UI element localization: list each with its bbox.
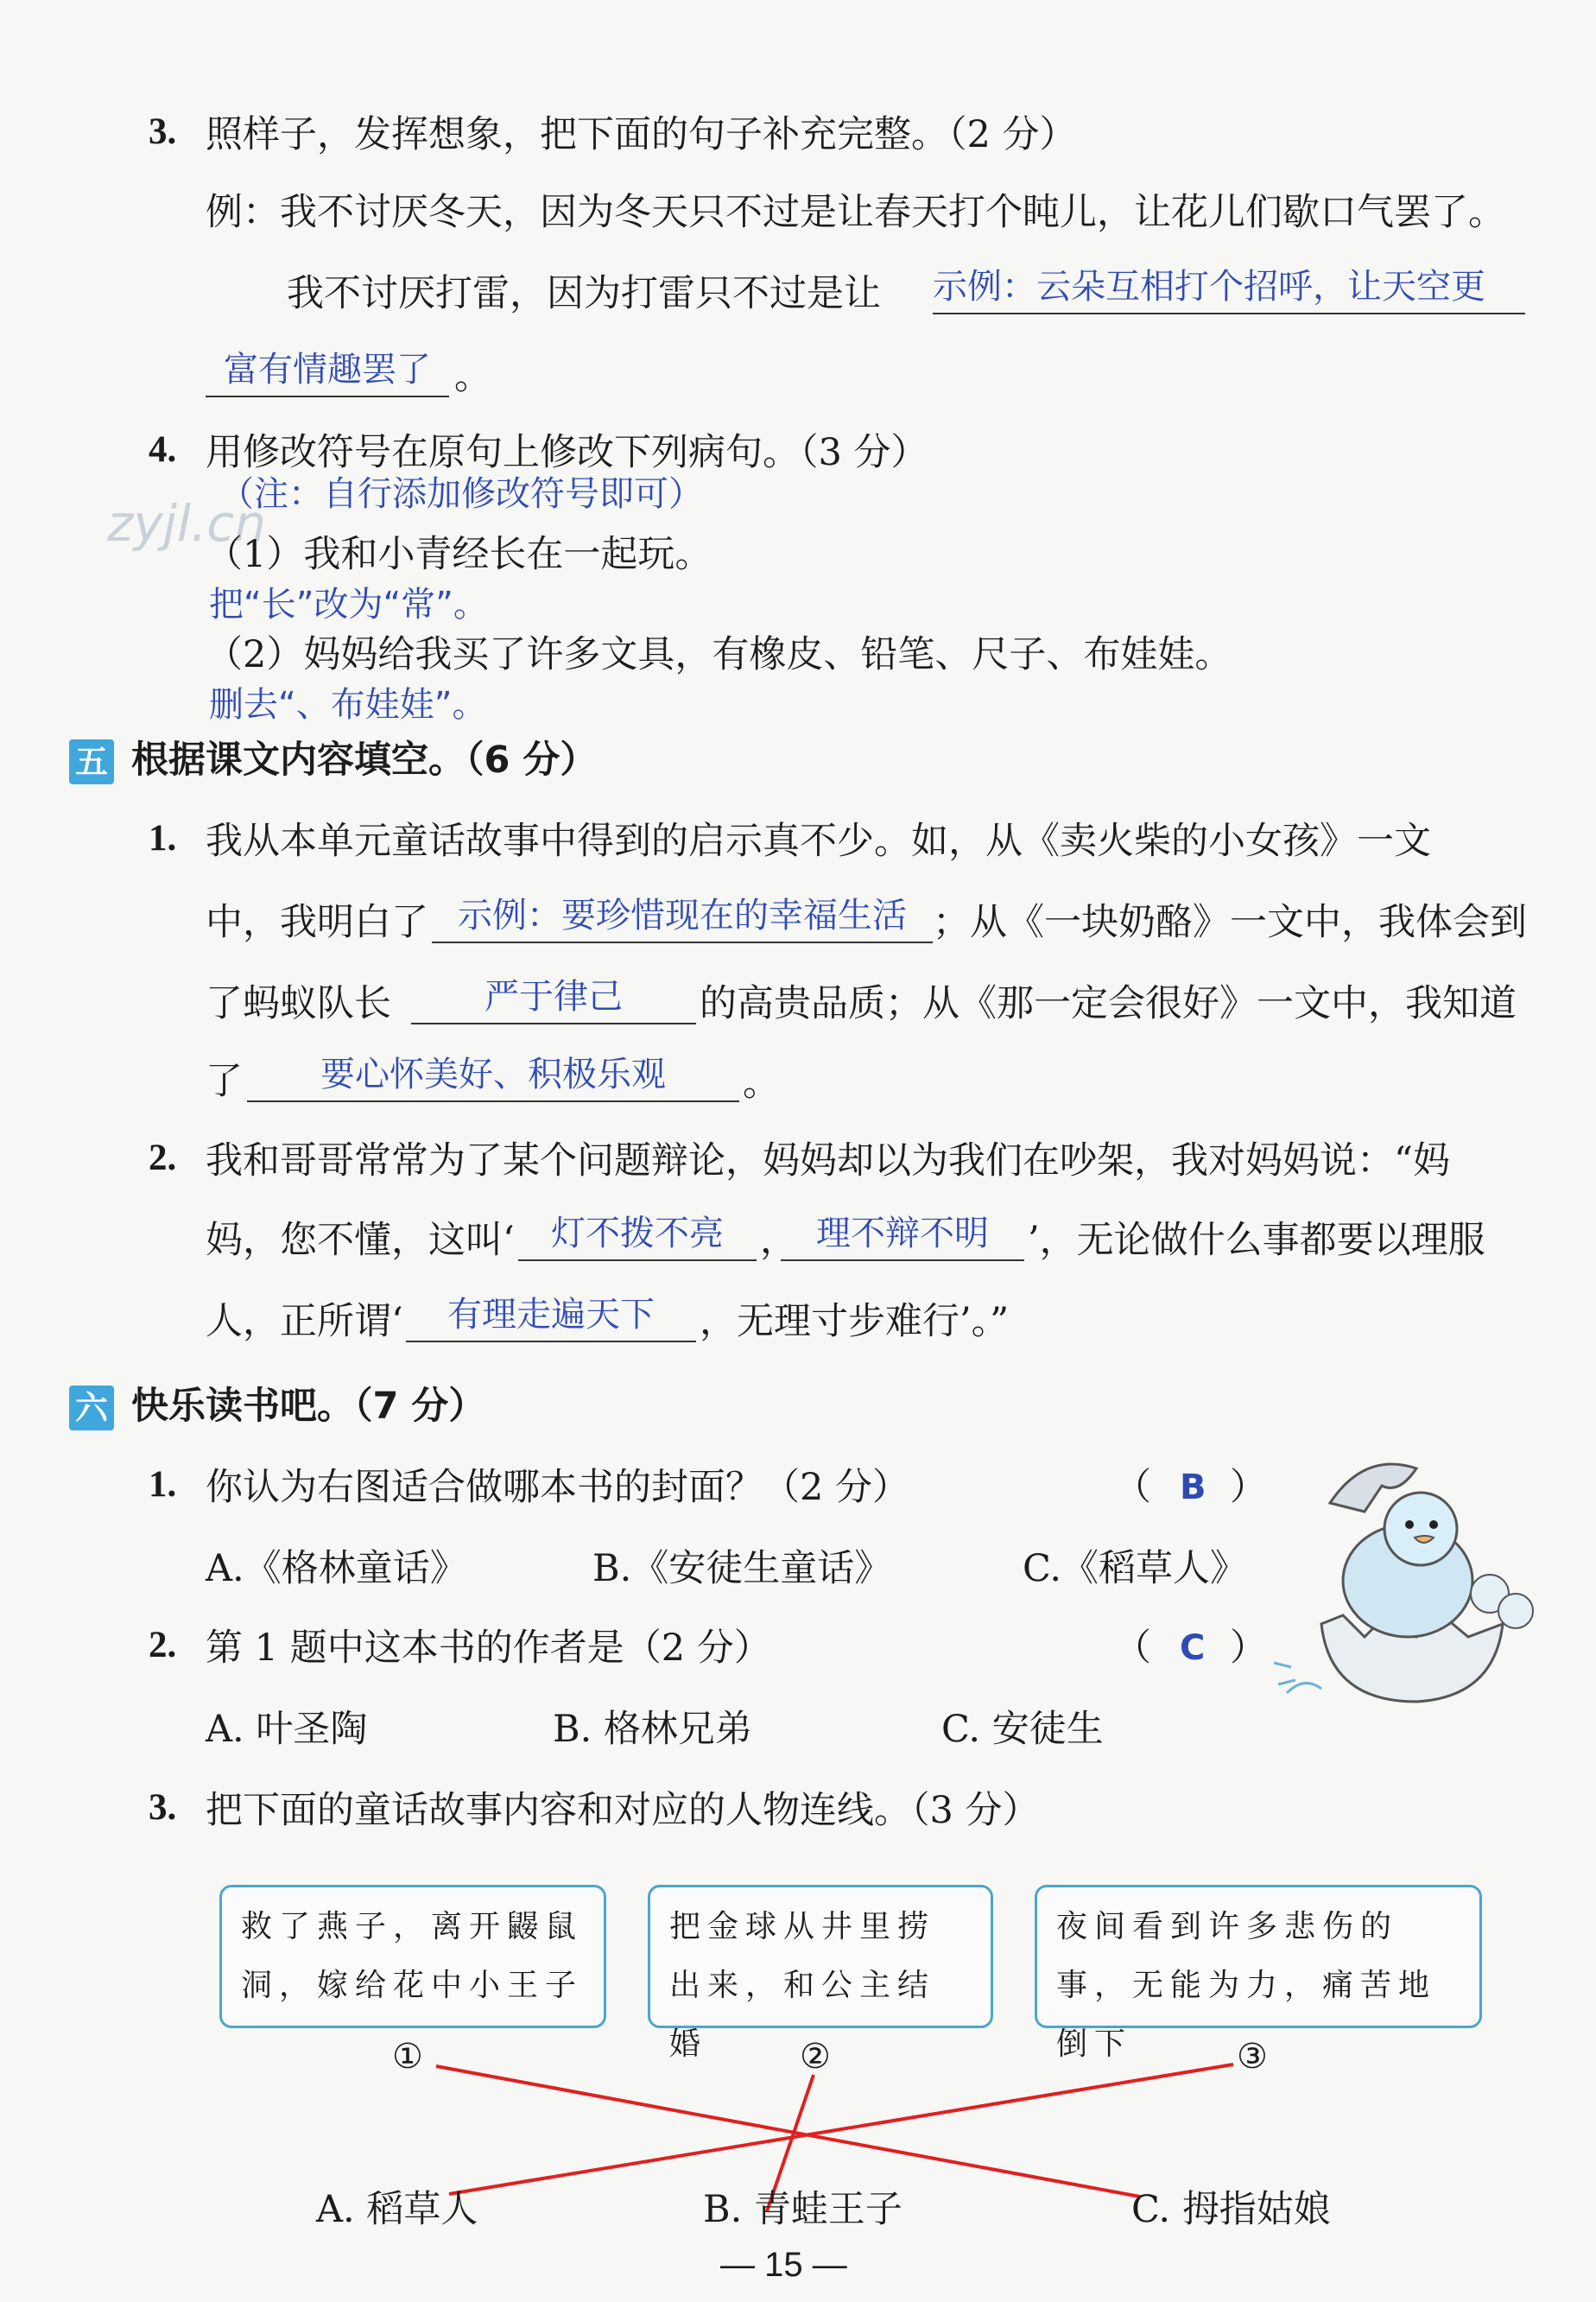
s6-q1-paren-close: ） (1230, 1466, 1267, 1509)
q4-sentence-2: （2）妈妈给我买了许多文具，有橡皮、铅笔、尺子、布娃娃。 (206, 633, 1232, 676)
q4-answer-1: 把“长”改为“常”。 (209, 585, 488, 625)
marker-2: ② (800, 2037, 831, 2077)
character-b: B. 青蛙王子 (703, 2188, 902, 2231)
s5-q1-answer-1: 示例：要珍惜现在的幸福生活 (458, 896, 907, 935)
s5-q1-line3b: 的高贵品质；从《那一定会很好》一文中，我知道 (700, 982, 1517, 1025)
page-number: — 15 — (720, 2246, 847, 2284)
s5-q1-line2a: 中，我明白了 (206, 901, 428, 944)
s5-q2-line2a: 妈，您不懂，这叫‘ (206, 1219, 515, 1262)
s6-q1-option-c: C.《稻草人》 (1023, 1547, 1248, 1590)
match-line-3 (449, 2064, 1233, 2194)
s5-q2-line2b: ’，无论做什么事都要以理服 (1028, 1219, 1485, 1262)
q4-note: （注：自行添加修改符号即可） (219, 474, 703, 514)
q3-number: 3. (149, 111, 177, 152)
q4-number: 4. (149, 429, 177, 470)
s5-q1-line4a: 了 (206, 1060, 243, 1103)
section-5-icon: 五 (69, 739, 114, 784)
character-a: A. 稻草人 (316, 2188, 478, 2231)
q3-text: 照样子，发挥想象，把下面的句子补充完整。（2 分） (206, 113, 1077, 156)
story-box-1-text: 救了燕子，离开鼹鼠洞，嫁给花中小王子 (241, 1909, 584, 2003)
s6-q2-answer: C (1180, 1628, 1206, 1668)
s5-q1-line3a: 了蚂蚁队长 (206, 982, 391, 1025)
s5-q1-number: 1. (149, 818, 177, 859)
section-6-title: 快乐读书吧。（7 分） (131, 1385, 486, 1428)
watermark: zyjl.cn (107, 494, 267, 553)
q4-answer-2: 删去“、布娃娃”。 (209, 685, 487, 725)
s5-q1-answer-2: 严于律己 (484, 977, 623, 1017)
s6-q2-paren-close: ） (1230, 1627, 1267, 1670)
story-box-3-text: 夜间看到许多悲伤的事，无能为力，痛苦地倒下 (1056, 1909, 1437, 2062)
section-6-icon: 六 (69, 1386, 114, 1430)
s5-q1-answer-3: 要心怀美好、积极乐观 (320, 1055, 666, 1094)
s6-q2-text: 第 1 题中这本书的作者是（2 分） (206, 1627, 771, 1670)
marker-3: ③ (1237, 2037, 1268, 2077)
s5-q2-comma: ， (760, 1219, 797, 1262)
q3-end: 。 (454, 355, 491, 398)
s6-q1-option-b: B.《安徒生童话》 (592, 1547, 892, 1590)
q3-answer-1: 示例：云朵互相打个招呼，让天空更 (933, 267, 1485, 307)
s6-q2-paren-open: （ (1114, 1627, 1151, 1670)
s5-q2-number: 2. (149, 1138, 177, 1178)
s6-q3-number: 3. (149, 1787, 177, 1828)
q4-text: 用修改符号在原句上修改下列病句。（3 分） (206, 431, 928, 474)
character-c: C. 拇指姑娘 (1131, 2188, 1331, 2231)
s5-q2-answer-1: 灯不拨不亮 (551, 1214, 724, 1253)
s6-q1-answer: B (1180, 1468, 1206, 1507)
s6-q1-paren-open: （ (1114, 1466, 1151, 1509)
s5-q1-line4b: 。 (743, 1062, 780, 1105)
s5-q2-answer-2: 理不辩不明 (816, 1214, 989, 1253)
s5-q2-line1: 我和哥哥常常为了某个问题辩论，妈妈却以为我们在吵架，我对妈妈说：“妈 (206, 1139, 1450, 1183)
q3-prompt: 我不讨厌打雷，因为打雷只不过是让 (287, 272, 881, 315)
story-box-2-text: 把金球从井里捞出来，和公主结婚 (669, 1909, 936, 2062)
q3-answer-2: 富有情趣罢了 (224, 350, 431, 390)
section-5-title: 根据课文内容填空。（6 分） (131, 739, 598, 782)
q3-example: 例：我不讨厌冬天，因为冬天只不过是让春天打个盹儿，让花儿们歇口气罢了。 (206, 191, 1505, 234)
s5-q1-line2b: ；从《一块奶酪》一文中，我体会到 (933, 901, 1527, 944)
s5-q1-line1: 我从本单元童话故事中得到的启示真不少。如，从《卖火柴的小女孩》一文 (206, 820, 1431, 863)
marker-1: ① (392, 2037, 423, 2077)
s6-q1-option-a: A.《格林童话》 (206, 1547, 467, 1590)
s5-q2-line3b: ，无理寸步难行’。” (700, 1300, 1010, 1343)
s6-q2-option-a: A. 叶圣陶 (206, 1708, 368, 1751)
s6-q3-text: 把下面的童话故事内容和对应的人物连线。（3 分） (206, 1789, 1040, 1832)
s5-q2-answer-3: 有理走遍天下 (447, 1295, 655, 1335)
s5-q2-line3a: 人，正所谓‘ (206, 1300, 403, 1343)
s6-q1-number: 1. (149, 1464, 177, 1505)
s6-q2-number: 2. (149, 1625, 177, 1665)
s6-q1-text: 你认为右图适合做哪本书的封面？（2 分） (206, 1466, 910, 1509)
q4-sentence-1: （1）我和小青经长在一起玩。 (206, 533, 712, 576)
s6-q2-option-b: B. 格林兄弟 (553, 1708, 752, 1751)
s6-q2-option-c: C. 安徒生 (941, 1708, 1104, 1751)
